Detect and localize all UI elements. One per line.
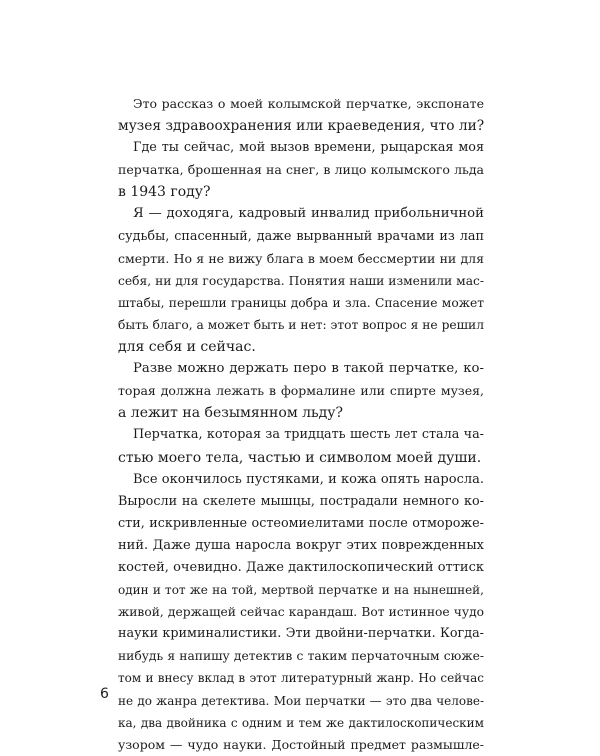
text-line: стью моего тела, частью и символом моей души. <box>118 449 482 466</box>
text-line: один и тот же на той, мертвой перчатке и на нынешней, <box>118 583 484 598</box>
paragraph-2 <box>118 137 484 203</box>
paragraph-5 <box>118 424 484 468</box>
text-line: быть благо, а может быть и нет: этот вопрос я не решил <box>118 317 484 332</box>
text-line: сти, искривленные остеомиелитами после отмороже- <box>118 515 484 531</box>
text-line: перчатка, брошенная на снег, в лицо колымского льда <box>118 162 484 178</box>
text-line: Все окончилось пустяками, и кожа опять наросла. <box>133 471 484 487</box>
body-text <box>118 93 484 756</box>
text-line: ка, два двойника с одним и тем же дактилоскопическим <box>118 715 484 730</box>
text-line: нибудь я напишу детектив с таким перчаточным сюже- <box>118 649 484 664</box>
text-line: Разве можно держать перо в такой перчатке, ко- <box>133 361 484 377</box>
text-line: Где ты сейчас, мой вызов времени, рыцарская моя <box>133 140 484 156</box>
text-line: ний. Даже душа наросла вокруг этих поврежденных <box>118 537 484 553</box>
paragraph-3 <box>118 203 484 358</box>
paragraph-4 <box>118 358 484 424</box>
text-line: Перчатка, которая за тридцать шесть лет стала ча- <box>133 427 484 443</box>
text-line: для себя и сейчас. <box>118 339 256 356</box>
text-line: костей, очевидно. Даже дактилоскопический оттиск <box>118 559 484 575</box>
text-line: а лежит на безымянном льду? <box>118 405 344 422</box>
text-line: Это рассказ о моей колымской перчатке, экспонате <box>133 96 484 111</box>
text-line: узором — чудо науки. Достойный предмет размышле- <box>118 736 484 752</box>
text-line: себя, ни для государства. Понятия наши изменили мас- <box>118 273 484 288</box>
text-line: судьбы, спасенный, даже вырванный врачами из лап <box>118 228 484 244</box>
text-line: том и внесу вклад в этот литературный жанр. Но сейчас <box>118 671 484 686</box>
text-line: живой, держащей сейчас карандаш. Вот истинное чудо <box>118 605 484 620</box>
text-line: смерти. Но я не вижу блага в моем бессмертии ни для <box>118 250 484 266</box>
paragraph-6 <box>118 469 484 756</box>
page-number: 6 <box>100 686 109 702</box>
text-line: не до жанра детектива. Мои перчатки — это два челове- <box>118 693 484 708</box>
paragraph-1 <box>118 93 484 137</box>
text-line: в 1943 году? <box>118 184 211 201</box>
text-line: торая должна лежать в формалине или спирте музея, <box>118 383 484 399</box>
text-line: науки криминалистики. Эти двойни-перчатки. Когда- <box>118 626 484 642</box>
text-line: штабы, перешли границы добра и зла. Спасение может <box>118 295 484 310</box>
text-line: Я — доходяга, кадровый инвалид прибольничной <box>133 206 484 222</box>
text-line: Выросли на скелете мышцы, пострадали немного ко- <box>118 493 484 509</box>
text-line: музея здравоохранения или краеведения, что ли? <box>118 118 485 135</box>
